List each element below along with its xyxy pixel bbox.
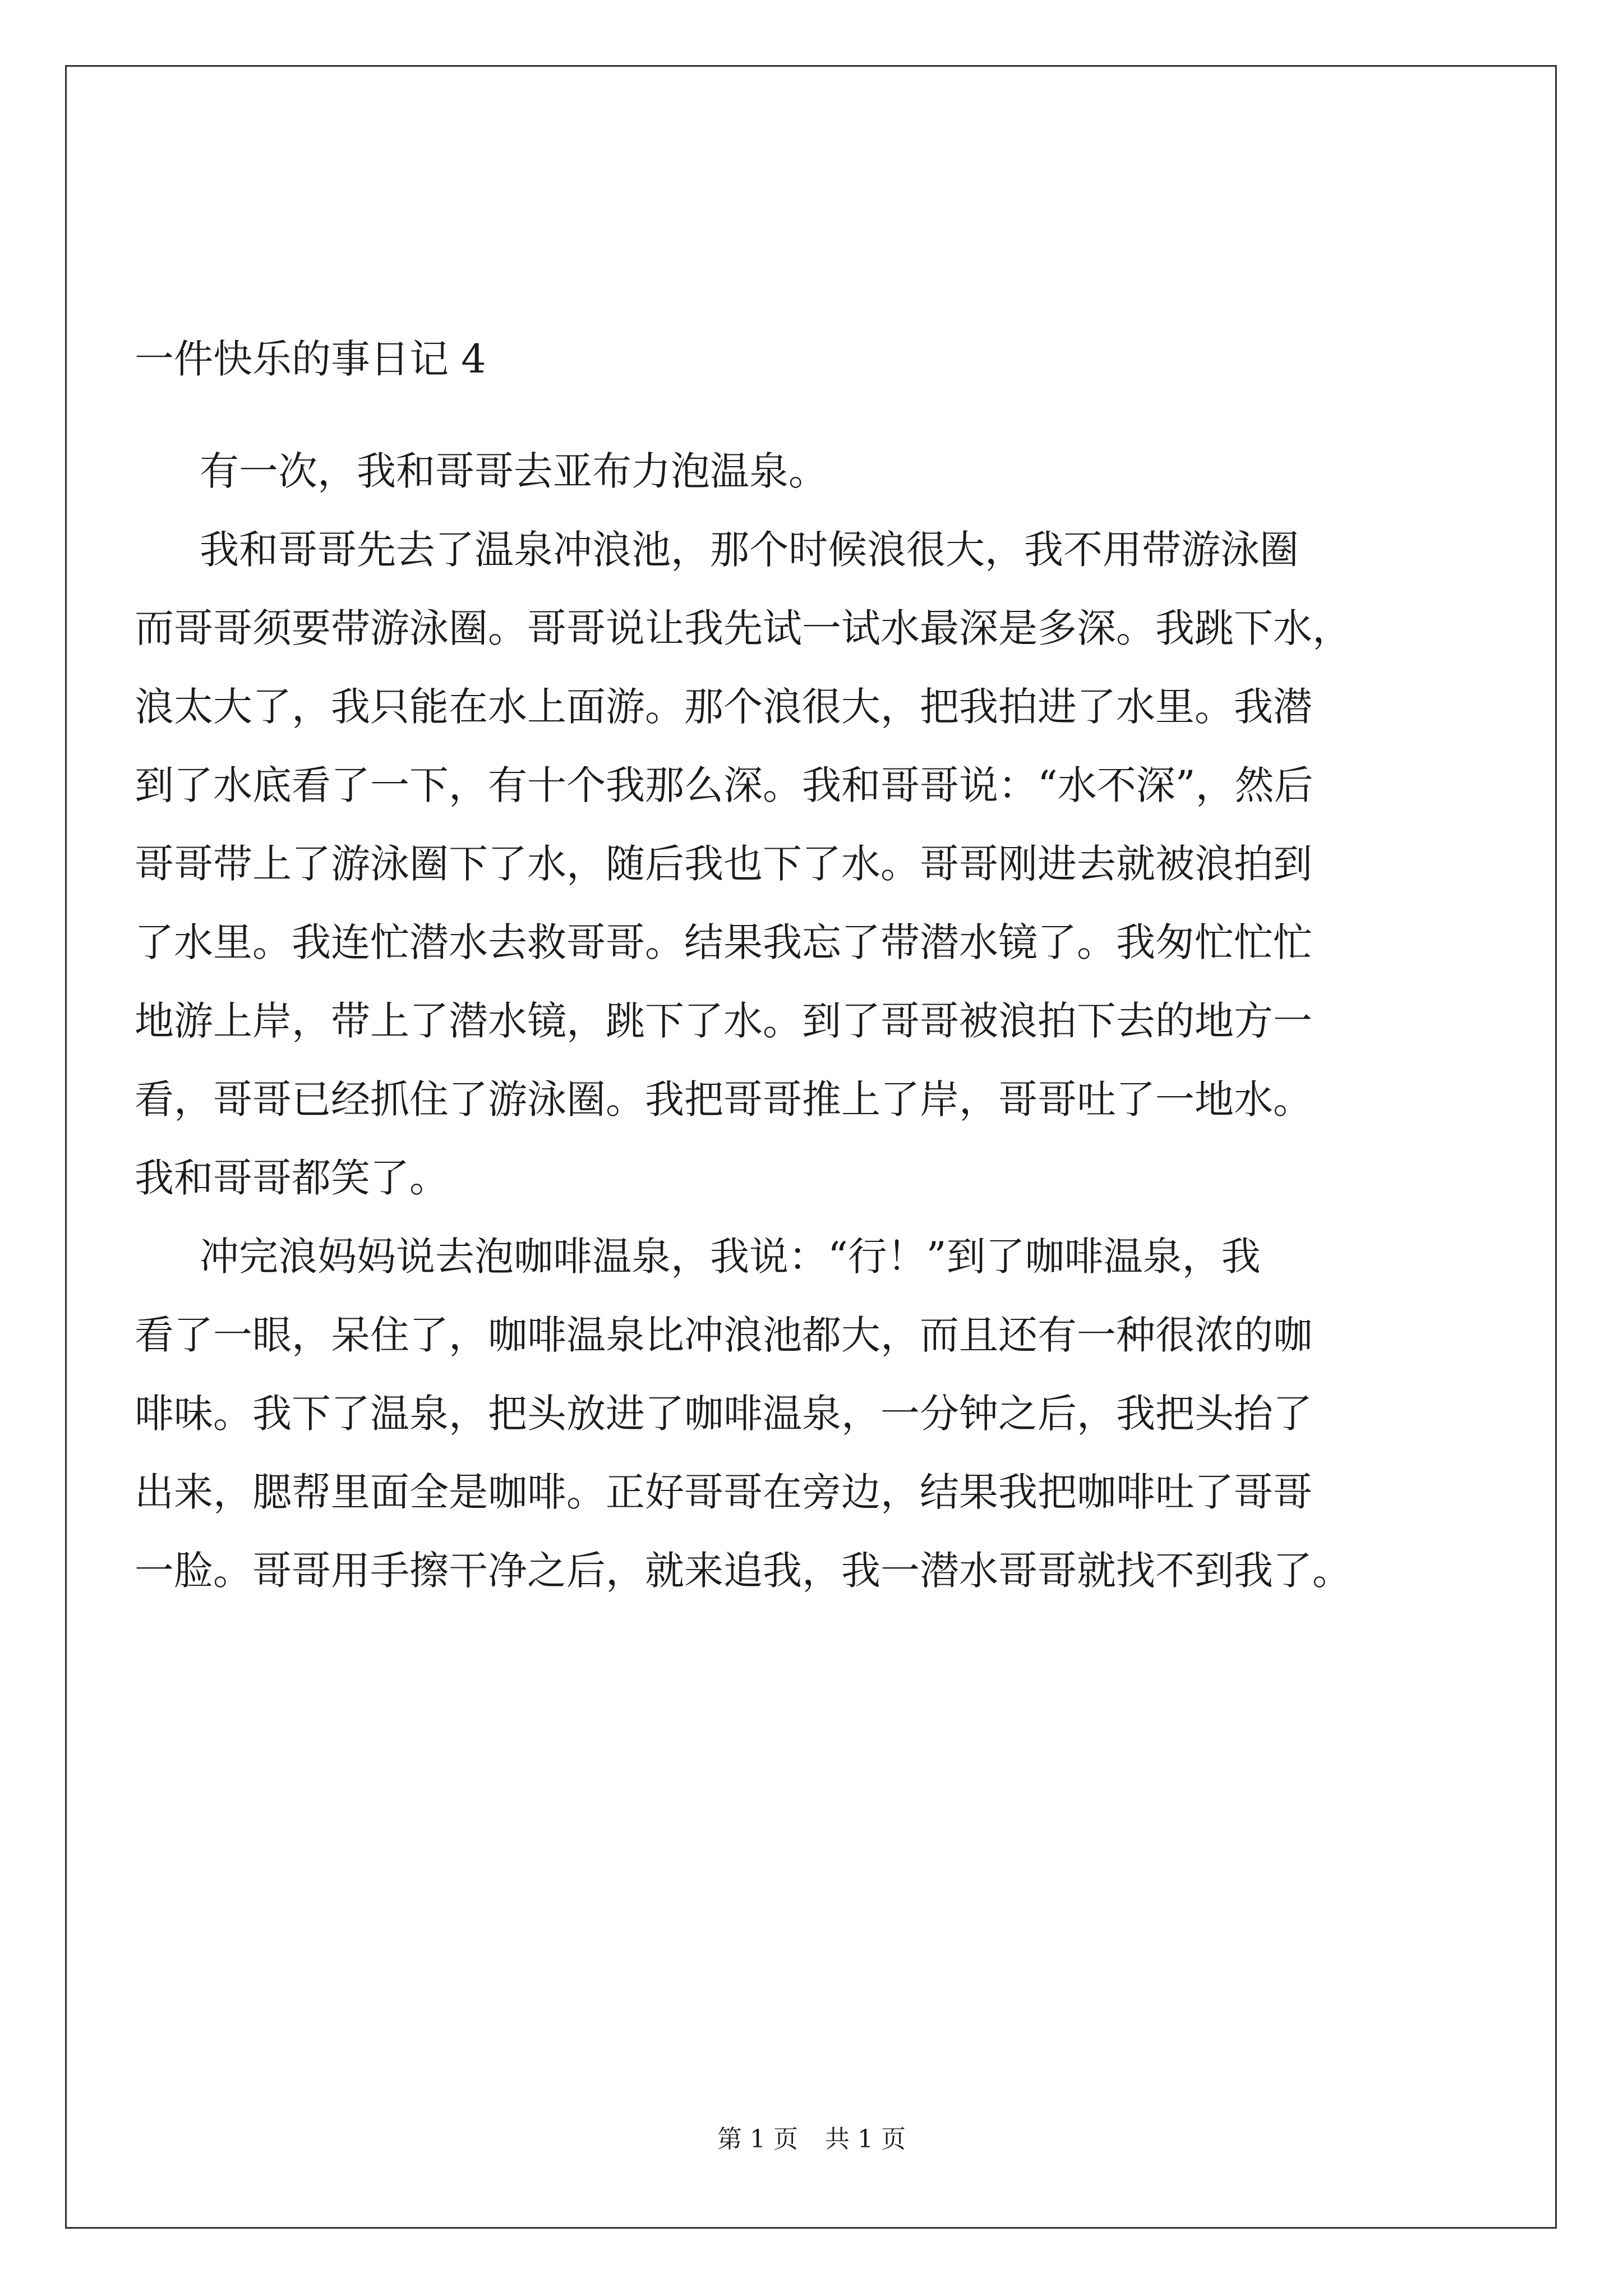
text-line: 看，哥哥已经抓住了游泳圈。我把哥哥推上了岸，哥哥吐了一地水。 <box>135 1076 1312 1122</box>
page-count: 共 1 页 <box>825 2125 906 2154</box>
page-footer <box>0 2124 1623 2155</box>
text-line: 一脸。哥哥用手擦干净之后，就来追我，我一潜水哥哥就找不到我了。 <box>135 1548 1352 1594</box>
text-line: 我和哥哥都笑了。 <box>135 1155 449 1201</box>
document-title: 一件快乐的事日记 4 <box>135 336 486 382</box>
text-line: 啡味。我下了温泉，把头放进了咖啡温泉，一分钟之后，我把头抬了 <box>135 1391 1312 1437</box>
paragraph-1 <box>200 432 1534 510</box>
text-line: 冲完浪妈妈说去泡咖啡温泉，我说：“行！”到了咖啡温泉，我 <box>200 1234 1261 1280</box>
document-body <box>135 432 1534 1610</box>
text-line: 出来，腮帮里面全是咖啡。正好哥哥在旁边，结果我把咖啡吐了哥哥 <box>135 1469 1312 1515</box>
text-line: 有一次，我和哥哥去亚布力泡温泉。 <box>200 448 828 494</box>
paragraph-3 <box>135 1217 1534 1610</box>
text-line: 看了一眼，呆住了，咖啡温泉比冲浪池都大，而且还有一种很浓的咖 <box>135 1312 1312 1358</box>
page-number: 第 1 页 <box>717 2125 798 2154</box>
text-line: 了水里。我连忙潜水去救哥哥。结果我忘了带潜水镜了。我匆忙忙忙 <box>135 919 1312 965</box>
text-line: 而哥哥须要带游泳圈。哥哥说让我先试一试水最深是多深。我跳下水， <box>135 605 1352 651</box>
text-line: 哥哥带上了游泳圈下了水，随后我也下了水。哥哥刚进去就被浪拍到 <box>135 841 1312 887</box>
text-line: 地游上岸，带上了潜水镜，跳下了水。到了哥哥被浪拍下去的地方一 <box>135 998 1312 1044</box>
text-line: 到了水底看了一下，有十个我那么深。我和哥哥说：“水不深”，然后 <box>135 762 1313 808</box>
paragraph-2 <box>135 510 1534 1217</box>
text-line: 我和哥哥先去了温泉冲浪池，那个时候浪很大，我不用带游泳圈 <box>200 527 1299 573</box>
text-line: 浪太大了，我只能在水上面游。那个浪很大，把我拍进了水里。我潜 <box>135 684 1312 730</box>
